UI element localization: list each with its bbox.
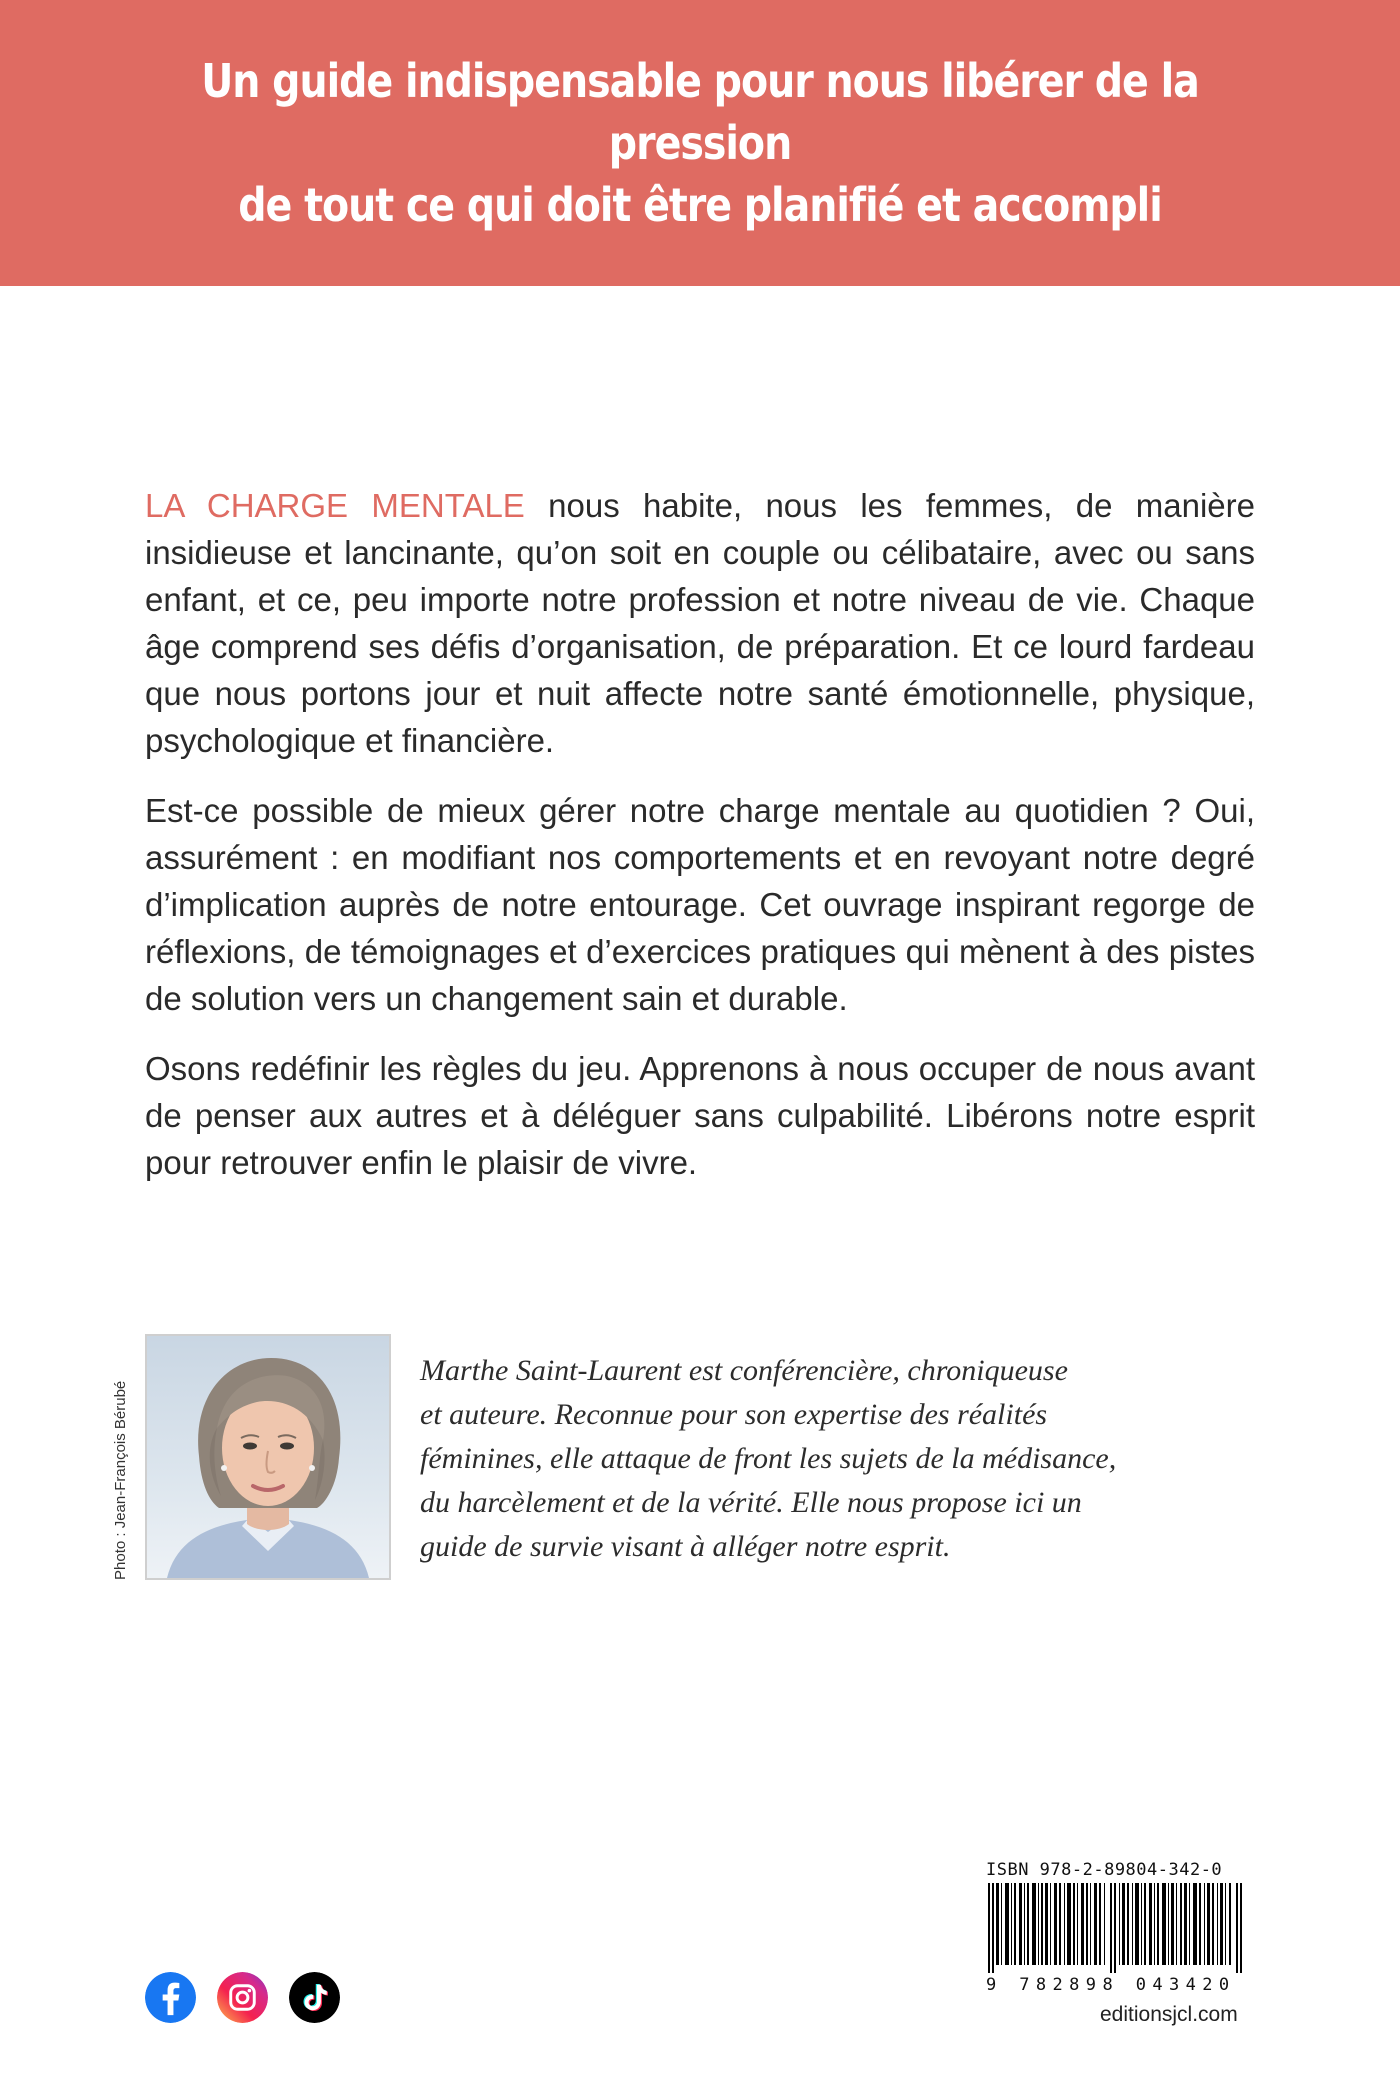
- photo-credit: Photo : Jean-François Bérubé: [112, 1380, 129, 1580]
- barcode-icon: [986, 1883, 1248, 1973]
- isbn-barcode-block: [986, 1860, 1254, 1995]
- top-banner: [0, 0, 1400, 286]
- back-cover-blurb: [145, 482, 1255, 1209]
- social-media-links: [145, 1972, 340, 2023]
- headline: Un guide indispensable pour nous libérer de la pression de tout ce qui doit être planifié et accompli: [201, 54, 1199, 232]
- author-photo: [145, 1334, 391, 1580]
- tiktok-icon[interactable]: [289, 1972, 340, 2023]
- blurb-paragraph-1-text: nous habite, nous les femmes, de manière insidieuse et lancinante, qu’on soit en couple ou célibataire, avec ou sans enfant, et ce, peu importe notre profession et notre niveau de vie. Chaque âge comprend ses défis d’organisation, de préparation. Et ce lourd fardeau que nous portons jour et nuit affecte notre santé émotionnelle, physique, psychologique et financière.: [145, 487, 1255, 759]
- author-bio: Marthe Saint-Laurent est conférencière, chroniqueuse et auteure. Reconnue pour son expertise des réalités féminines, elle attaque de front les sujets de la médisance, du harcèlement et de la vérité. Elle nous propose ici un guide de survie visant à alléger notre esprit.: [420, 1354, 1117, 1563]
- blurb-paragraph-3: Osons redéfinir les règles du jeu. Apprenons à nous occuper de nous avant de penser aux autres et à déléguer sans culpabilité. Libérons notre esprit pour retrouver enfin le plaisir de vivre.: [145, 1050, 1255, 1181]
- barcode-digits: 9 782898 043420: [986, 1975, 1236, 1995]
- book-title-lead: LA CHARGE MENTALE: [145, 487, 525, 524]
- facebook-icon[interactable]: [145, 1972, 196, 2023]
- isbn-label: ISBN 978-2-89804-342-0: [986, 1860, 1223, 1880]
- publisher-website[interactable]: editionsjcl.com: [1100, 2003, 1238, 2026]
- blurb-paragraph-1: [145, 482, 1255, 764]
- instagram-icon[interactable]: [217, 1972, 268, 2023]
- blurb-paragraph-2: Est-ce possible de mieux gérer notre charge mentale au quotidien ? Oui, assurément : en modifiant nos comportements et en revoyant notre degré d’implication auprès de notre entourage. Cet ouvrage inspirant regorge de réflexions, de témoignages et d’exercices pratiques qui mènent à des pistes de solution vers un changement sain et durable.: [145, 792, 1255, 1017]
- author-portrait-illustration: [147, 1336, 389, 1578]
